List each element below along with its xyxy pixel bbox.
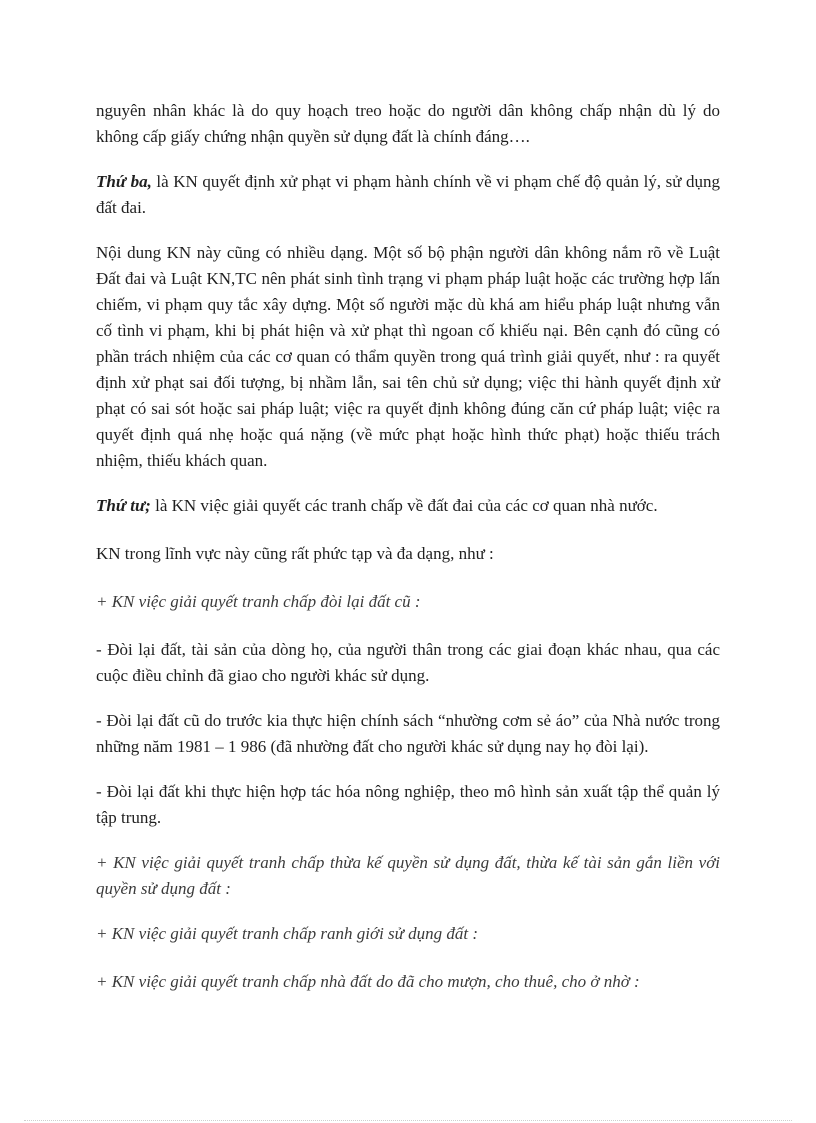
- paragraph-2-text: là KN quyết định xử phạt vi phạm hành chính về vi phạm chế độ quản lý, sử dụng đất đai.: [96, 172, 721, 217]
- document-body: [96, 98, 720, 1017]
- paragraph-8: - Đòi lại đất cũ do trước kia thực hiện chính sách “nhường cơm sẻ áo” của Nhà nước trong những năm 1981 – 1 986 (đã nhường đất cho người khác sử dụng nay họ đòi lại).: [96, 711, 720, 756]
- paragraph-4-text: là KN việc giải quyết các tranh chấp về đất đai của các cơ quan nhà nước.: [150, 496, 658, 515]
- page-bottom-divider: [24, 1120, 792, 1121]
- paragraph-11: + KN việc giải quyết tranh chấp ranh giới sử dụng đất :: [96, 924, 479, 943]
- paragraph-3: Nội dung KN này cũng có nhiều dạng. Một số bộ phận người dân không nắm rõ về Luật Đất đai và Luật KN,TC nên phát sinh tình trạng vi phạm pháp luật hoặc các trường hợp lấn chiếm, vi phạm quy tắc xây dựng. Một số người mặc dù khá am hiểu pháp luật nhưng vẫn cố tình vi phạm, khi bị phát hiện và xử phạt thì ngoan cố khiếu nại. Bên cạnh đó cũng có phần trách nhiệm của các cơ quan có thẩm quyền trong quá trình giải quyết, như : ra quyết định xử phạt sai đối tượng, bị nhầm lẫn, sai tên chủ sử dụng; việc thi hành quyết định xử phạt có sai sót hoặc sai pháp luật; việc ra quyết định không đúng căn cứ pháp luật; việc ra quyết định quá nhẹ hoặc quá nặng (về mức phạt hoặc hình thức phạt) hoặc thiếu trách nhiệm, thiếu khách quan.: [96, 243, 720, 470]
- paragraph-12: + KN việc giải quyết tranh chấp nhà đất do đã cho mượn, cho thuê, cho ở nhờ :: [96, 972, 640, 991]
- paragraph-2: [96, 169, 720, 221]
- paragraph-7: - Đòi lại đất, tài sản của dòng họ, của người thân trong các giai đoạn khác nhau, qua các cuộc điều chỉnh đã giao cho người khác sử dụng.: [96, 640, 720, 685]
- paragraph-4-lead: Thứ tư;: [96, 496, 151, 515]
- paragraph-5: KN trong lĩnh vực này cũng rất phức tạp và đa dạng, như :: [96, 544, 494, 563]
- paragraph-2-lead: Thứ ba,: [96, 172, 152, 191]
- paragraph-4: [96, 493, 720, 519]
- paragraph-9: - Đòi lại đất khi thực hiện hợp tác hóa nông nghiệp, theo mô hình sản xuất tập thể quản lý tập trung.: [96, 782, 720, 827]
- paragraph-10: + KN việc giải quyết tranh chấp thừa kế quyền sử dụng đất, thừa kế tài sản gắn liền với quyền sử dụng đất :: [96, 853, 720, 898]
- paragraph-6: + KN việc giải quyết tranh chấp đòi lại đất cũ :: [96, 592, 421, 611]
- paragraph-1: nguyên nhân khác là do quy hoạch treo hoặc do người dân không chấp nhận dù lý do không cấp giấy chứng nhận quyền sử dụng đất là chính đáng….: [96, 101, 720, 146]
